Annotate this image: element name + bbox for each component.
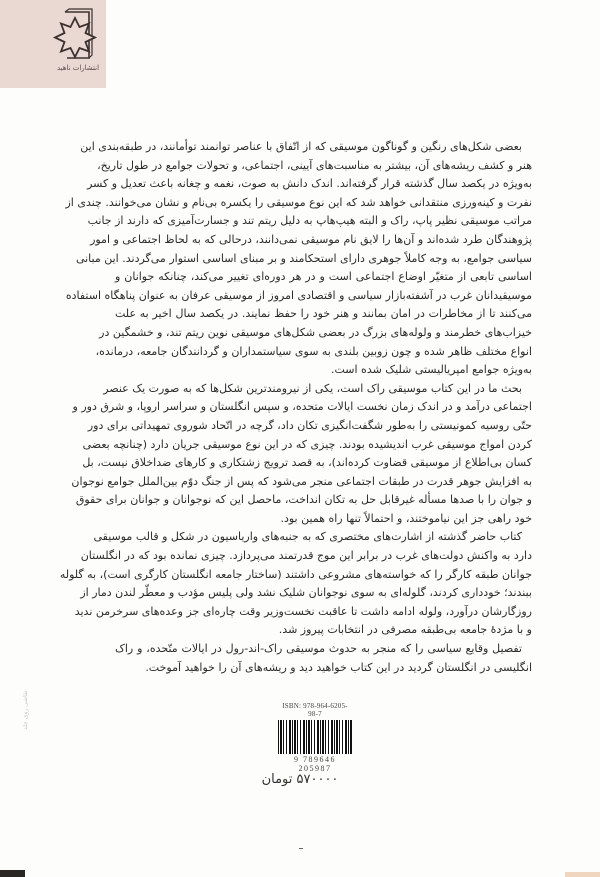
- text-line: دارد به واکنش دولت‌های غرب در برابر این موج قدرتمند می‌پردازد. چیزی نمانده بود که در انگلستان: [80, 549, 532, 563]
- text-line: بعضی شکل‌های رنگین و گوناگون موسیقی که از اتّفاق با عناصر توانمند توأمانند، در طبقه‌بندی این: [80, 140, 522, 153]
- text-line: به‌ویژه جوامع امپریالیستی شلیک شده است.: [330, 363, 532, 377]
- text-line: انواع مختلف ظاهر شده و چون زوبین بلندی به سوی سیاستمداران و گردانندگان جامعه، درمانده،: [95, 344, 532, 358]
- text-line: حتّی روسیه کمونیستی را به‌طور شگفت‌انگیزی تکان داد، گرچه در اتّحاد شوروی تمهیداتی برای دور: [87, 418, 532, 432]
- text-line: خیزاب‌های خطرمند و ولوله‌های بزرگ در بعضی شکل‌های موسیقی نوین ریتم تند، و خشمگین در: [99, 325, 532, 339]
- text-line: نفرت و کینه‌ورزی منتقدانی خواهد شد که این نوع موسیقی را یکسره بی‌نام و نشان می‌خوانند. چندی از: [65, 195, 532, 209]
- barcode-digits: 9 789646 205987: [294, 755, 336, 773]
- text-line: انگلیسی در انگلستان گردید در این کتاب خواهید دید و ریشه‌های آن را خواهید آموخت.: [145, 660, 532, 674]
- text-line: سیاسی جوامع، به وجه کاملاً جوهری دارای استحکامند و بر مبنای اساسی استوار می‌گردند. این مبانی: [75, 251, 532, 265]
- text-line: ببندند؛ خودداری کردند، گلوله‌ای به سوی نوجوانان شلیک نشد ولی پلیس مؤدب و معطّر لندن دمار از: [80, 586, 532, 600]
- barcode-bars: [278, 720, 352, 754]
- text-line: و جوان را با صدها مسأله غیرقابل حل به تکان انداخت، ماحصل این که نوجوانان و جوانان برای حقوق: [75, 493, 532, 507]
- text-line: بحث ما در این کتاب موسیقی راک است، یکی از نیرومندترین شکل‌ها که به صورت یک عنصر: [103, 381, 522, 395]
- text-line: اساسی تابعی از متغیّر اوضاع اجتماعی است و در هر دوره‌ای تغییر می‌کند، چنانکه جوانان و: [115, 270, 532, 284]
- publisher-name: انتشارات ناهید: [56, 64, 100, 72]
- back-cover-blurb: [59, 138, 532, 677]
- text-line: جوانان طبقه کارگر را که خواسته‌های مشروعی داشتند (ساختار جامعه انگلستان کارگری است)، به گلوله: [59, 567, 532, 581]
- text-line: کردن امواج موسیقی غرب اندیشیده بودند. چیزی که در این نوع موسیقی جریان دارد (چنانچه بعضی: [82, 437, 532, 451]
- text-line: مراتب موسیقی نظیر پاپ، راک و البته هیپ‌هاپ به دلیل ریتم تند و جسارت‌آمیزی که دارند از جانب: [87, 214, 532, 228]
- text-line: موسیقیدانان غرب در آشفته‌بازار سیاسی و اقتصادی امروز از موسیقی عرفان به عنوان پناهگاه استفاده: [65, 288, 532, 302]
- text-line: به افزایش جوهر قدرت در طبقات اجتماعی منجر می‌شود که پس از جنگ دوّم بین‌الملل جوامع نوجوان: [71, 474, 532, 488]
- text-line: می‌کنند تا از مخاطرات در امان بمانند و هنر خود را حفظ نمایند. در یکصد سال اخیر به علت: [115, 307, 532, 321]
- scan-edge: [565, 872, 600, 877]
- isbn-barcode: [278, 702, 352, 773]
- text-line: تفصیل وقایع سیاسی را که منجر به حدوث موسیقی راک-اند-رول در ایالات متّحده، و راک: [115, 642, 522, 656]
- text-line: پژوهندگان طرد شده‌اند و آن‌ها را لایق نام موسیقی نمی‌دانند، درحالی که به لحاظ اجتماعی و امور: [90, 232, 532, 246]
- text-line: به‌ویژه در یکصد سال گذشته قرار گرفته‌اند. اندک دانش به صوت، نغمه و چغانه باعث تعدیل و کسر: [87, 177, 532, 191]
- scan-edge: [0, 870, 25, 877]
- isbn-number: ISBN: 978-964-6205-98-7: [282, 702, 348, 718]
- side-credit-text: نقاشی روی جلد: [22, 690, 29, 730]
- decorative-dash: [299, 848, 303, 849]
- text-line: اجتماعی درآمد و در اندک زمان نخست ایالات متحده، و سپس انگلستان و سراسر اروپا، و شرق دور و: [72, 400, 532, 414]
- price-label: ۵۷۰۰۰۰ تومان: [261, 772, 339, 787]
- publisher-logo-block: [0, 0, 106, 88]
- text-line: روزگارشان درآورد، ولوله ادامه داشت تا عاقبت نخست‌وزیر وقت چاره‌ای جز وعده‌های سرخرمن ندید: [74, 604, 532, 618]
- text-line: کسان بی‌اطلاع از موسیقی قضاوت کرده‌اند)، به قصد ترویج زشتکاری و کارهای ضداخلاق نیست، بل: [82, 456, 532, 470]
- text-line: خود راهی جز این نیاموختند، و احتمالاً تنها راه همین بود.: [280, 511, 532, 525]
- text-line: و با مژدهٔ جامعه بی‌طبقه مصرفی در انتخابات پیروز شد.: [278, 623, 532, 637]
- publisher-star-logo-icon: [55, 8, 101, 62]
- text-line: کتاب حاضر گذشته از اشارت‌های مختصری که به جنبه‌های واریاسیون در شکل و قالب موسیقی: [93, 530, 522, 544]
- text-line: هنر و کشف ریشه‌های آن، بیشتر به مناسبت‌های آیینی، اجتماعی، و تحولات جوامع در طول تاریخ،: [97, 158, 532, 172]
